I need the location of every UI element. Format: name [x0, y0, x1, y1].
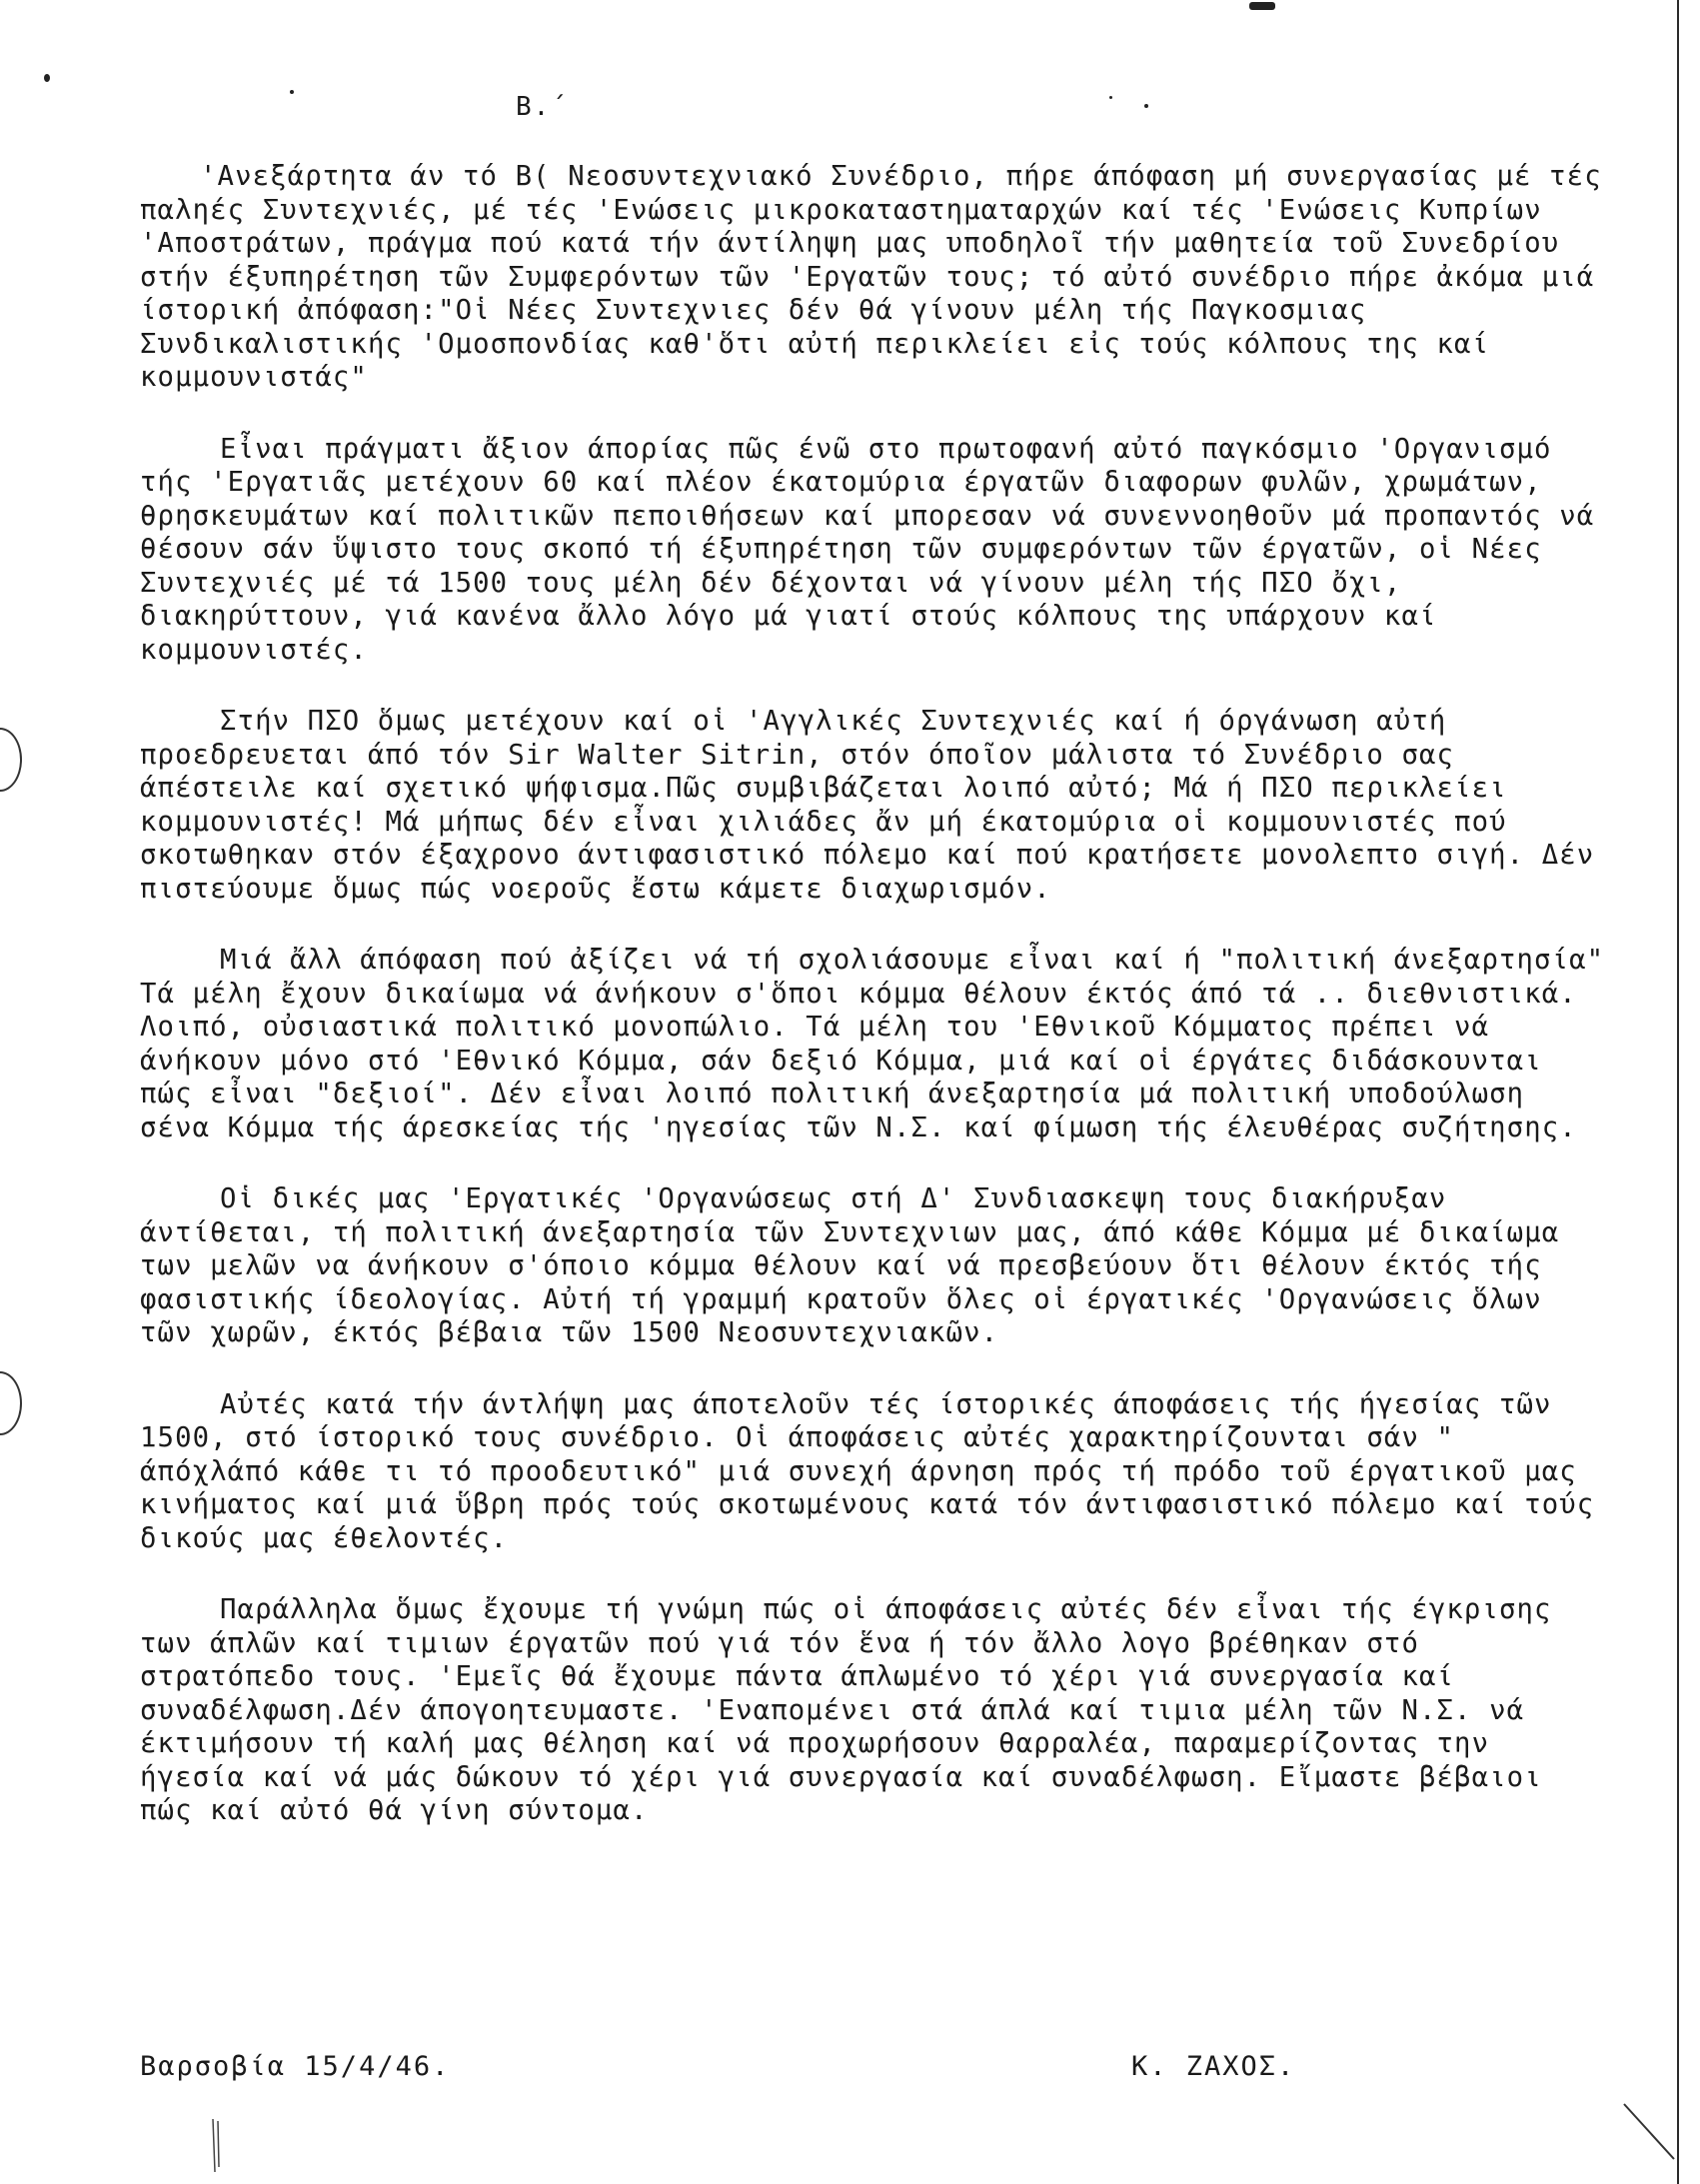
- scan-speck: [1144, 104, 1148, 108]
- paragraph-4: Μιά ἄλλ άπόφαση πού ἀξίζει νά τή σχολιάσουμε εἶναι καί ή "πολιτική άνεξαρτησία" Τά μέλη ἔχουν δικαίωμα νά άνήκουν σ'ὅποι κόμμα θέλουν έκτός άπό τά .. διεθνιστικά. Λοιπό, οὐσιαστικά πολιτικό μονοπώλιο. Τά μέλη του 'Εθνικοῦ Κόμματος πρέπει νά άνήκουν μόνο στό 'Εθνικό Κόμμα, σάν δεξιό Κόμμα, μιά καί οἱ έργάτες διδάσκουνται πώς εἶναι "δεξιοί". Δέν εἶναι λοιπό πολιτική άνεξαρτησία μά πολιτική υποδούλωση σένα Κόμμα τής άρεσκείας τής 'ηγεσίας τῶν Ν.Σ. καί φίμωση τής έλευθέρας συζήτησης.: [140, 945, 1622, 1143]
- page-right-edge: [1677, 0, 1679, 2184]
- scan-speck: [1249, 2, 1275, 10]
- scan-speck: [290, 90, 294, 94]
- author-signature: Κ. ΖΑΧΟΣ.: [1131, 2051, 1296, 2082]
- punch-hole-lower: [0, 1371, 22, 1435]
- page-mark: Β.´: [516, 92, 569, 122]
- letter-body: [140, 160, 1622, 1866]
- scan-speck: [1109, 96, 1112, 99]
- paragraph-5: Οἱ δικές μας 'Εργατικές 'Οργανώσεως στή Δ' Συνδιασκεψη τους διακήρυξαν άντίθεται, τή πολιτική άνεξαρτησία τῶν Συντεχνιων μας, άπό κάθε Κόμμα μέ δικαίωμα των μελῶν να άνήκουν σ'όποιο κόμμα θέλουν καί νά πρεσβεύουν ὅτι θέλουν έκτός τής φασιστικής ίδεολογίας. Αὐτή τή γραμμή κρατοῦν ὅλες οἱ έργατικές 'Οργανώσεις ὅλων τῶν χωρῶν, έκτός βέβαια τῶν 1500 Νεοσυντεχνιακῶν.: [140, 1183, 1577, 1348]
- paragraph-2: Εἶναι πράγματι ἄξιον άπορίας πῶς ένῶ στο πρωτοφανή αὐτό παγκόσμιο 'Οργανισμό τής 'Εργατιᾶς μετέχουν 60 καί πλέον έκατομύρια έργατῶν διαφορων φυλῶν, χρωμάτων, θρησκευμάτων καί πολιτικῶν πεποιθήσεων καί μπορεσαν νά συνεννοηθοῦν μά προπαντός νά θέσουν σάν ὕψιστο τους σκοπό τή έξυπηρέτηση τῶν συμφερόντων τῶν έργατῶν, οἱ Νέες Συντεχνιές μέ τά 1500 τους μέλη δέν δέχονται νά γίνουν μέλη τής ΠΣΟ ὄχι, διακηρύττουν, γιά κανένα ἄλλο λόγο μά γιατί στούς κόλπους της υπάρχουν καί κομμουνιστές.: [140, 433, 1612, 666]
- corner-tear-mark: [1619, 2099, 1679, 2169]
- paragraph-1: 'Ανεξάρτητα άν τό Β( Νεοσυντεχνιακό Συνέδριο, πήρε άπόφαση μή συνεργασίας μέ τές παληές Συντεχνιές, μέ τές 'Ενώσεις μικροκαταστηματαρχών καί τές 'Ενώσεις Κυπρίων 'Αποστράτων, πράγμα πού κατά τήν άντίληψη μας υποδηλοῖ τήν μαθητεία τοῦ Συνεδρίου στήν έξυπηρέτηση τῶν Συμφερόντων τῶν 'Εργατῶν τους; τό αὐτό συνέδριο πήρε ἀκόμα μιά ίστορική ἀπόφαση:"Οἱ Νέες Συντεχνιες δέν θά γίνουν μέλη τής Παγκοσμιας Συνδικαλιστικής 'Ομοσπονδίας καθ'ὅτι αὐτή περικλείει εἰς τούς κόλπους της καί κομμουνιστάς": [140, 161, 1620, 393]
- paragraph-7: Παράλληλα ὅμως ἔχουμε τή γνώμη πώς οἱ άποφάσεις αὐτές δέν εἶναι τής έγκρισης των άπλῶν καί τιμιων έργατῶν πού γιά τόν ἕνα ή τόν ἄλλο λογο βρέθηκαν στό στρατόπεδο τους. 'Εμεῖς θά ἔχουμε πάντα άπλωμένο τό χέρι γιά συνεργασία καί συναδέλφωση.Δέν άπογοητευμαστε. 'Εναπομένει στά άπλά καί τιμια μέλη τῶν Ν.Σ. νά έκτιμήσουν τή καλή μας θέληση καί νά προχωρήσουν θαρραλέα, παραμερίζοντας την ήγεσία καί νά μάς δώκουν τό χέρι γιά συνεργασία καί συναδέλφωση. Εἴμαστε βέβαιοι πώς καί αὐτό θά γίνη σύντομα.: [140, 1594, 1570, 1826]
- paragraph-3: Στήν ΠΣΟ ὅμως μετέχουν καί οἱ 'Αγγλικές Συντεχνιές καί ή όργάνωση αὐτή προεδρευεται άπό τόν Sir Walter Sitrin, στόν όποῖον μάλιστα τό Συνέδριο σας άπέστειλε καί σχετικό ψήφισμα.Πῶς συμβιβάζεται λοιπό αὐτό; Μά ή ΠΣΟ περικλείει κομμουνιστές! Μά μήπως δέν εἶναι χιλιάδες ἄν μή έκατομύρια οἱ κομμουνιστές πού σκοτωθηκαν στόν έξαχρονο άντιφασιστικό πόλεμο καί πού κρατήσετε μονολεπτο σιγή. Δέν πιστεύουμε ὅμως πώς νοεροῦς ἔστω κάμετε διαχωρισμόν.: [140, 706, 1612, 905]
- bottom-scratch-mark: [205, 2117, 225, 2177]
- punch-hole-upper: [0, 728, 22, 792]
- scan-speck: [44, 74, 50, 82]
- paragraph-6: Αὐτές κατά τήν άντλήψη μας άποτελοῦν τές ίστορικές άποφάσεις τής ήγεσίας τῶν 1500, στό ίστορικό τους συνέδριο. Οἱ άποφάσεις αὐτές χαρακτηρίζουνται σάν " άπόχλάπό κάθε τι τό προοδευτικό" μιά συνεχή άρνηση πρός τή πρόδο τοῦ έργατικοῦ μας κινήματος καί μιά ὕβρη πρός τούς σκοτωμένους κατά τόν άντιφασιστικό πόλεμο καί τούς δικούς μας έθελοντές.: [140, 1388, 1612, 1554]
- place-date: Βαρσοβία 15/4/46.: [140, 2051, 451, 2082]
